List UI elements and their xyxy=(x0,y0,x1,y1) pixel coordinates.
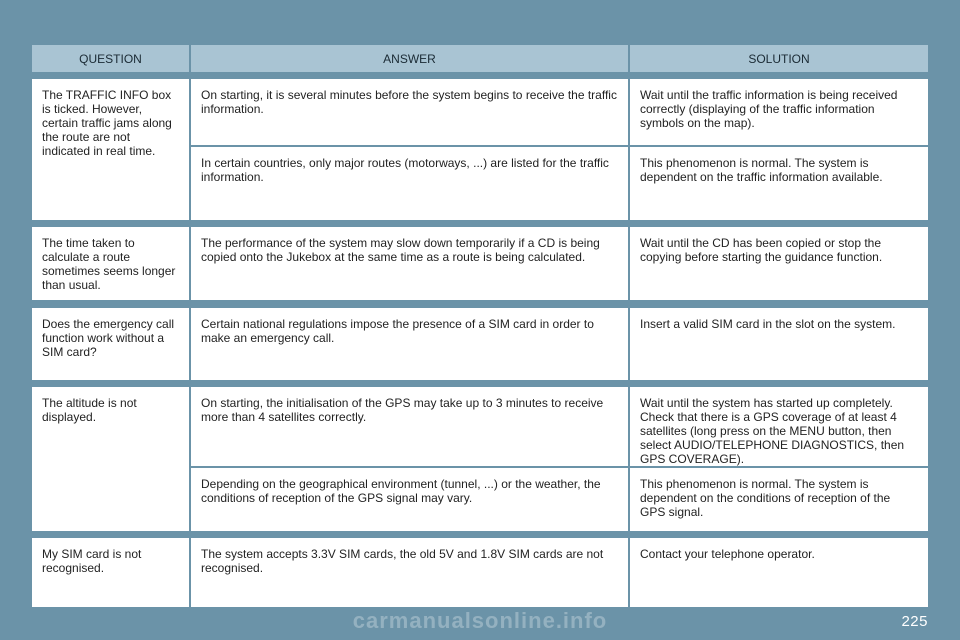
solution-cell: Wait until the system has started up completely. Check that there is a GPS coverage of at least 4 satellites (long press on the MENU button, then select AUDIO/TELEPHONE DIAGNOSTICS, then GPS COVERAGE). xyxy=(630,387,928,466)
question-cell: The time taken to calculate a route sometimes seems longer than usual. xyxy=(32,227,189,300)
solution-cell: Wait until the CD has been copied or stop the copying before starting the guidance function. xyxy=(630,227,928,300)
solution-cell: This phenomenon is normal. The system is dependent on the conditions of reception of the GPS signal. xyxy=(630,468,928,531)
question-cell: My SIM card is not recognised. xyxy=(32,538,189,607)
question-cell: Does the emergency call function work without a SIM card? xyxy=(32,308,189,380)
answer-cell: On starting, it is several minutes before the system begins to receive the traffic information. xyxy=(191,79,628,145)
answer-cell: The system accepts 3.3V SIM cards, the old 5V and 1.8V SIM cards are not recognised. xyxy=(191,538,628,607)
answer-cell: On starting, the initialisation of the GPS may take up to 3 minutes to receive more than 4 satellites correctly. xyxy=(191,387,628,466)
question-cell: The altitude is not displayed. xyxy=(32,387,189,531)
header-answer: ANSWER xyxy=(191,45,628,72)
answer-cell: Depending on the geographical environment (tunnel, ...) or the weather, the conditions of reception of the GPS signal may vary. xyxy=(191,468,628,531)
page-number: 225 xyxy=(901,613,928,630)
solution-cell: Wait until the traffic information is being received correctly (displaying of the traffic information symbols on the map). xyxy=(630,79,928,145)
answer-cell: The performance of the system may slow down temporarily if a CD is being copied onto the Jukebox at the same time as a route is being calculated. xyxy=(191,227,628,300)
question-cell: The TRAFFIC INFO box is ticked. However, certain traffic jams along the route are not indicated in real time. xyxy=(32,79,189,220)
solution-cell: This phenomenon is normal. The system is dependent on the traffic information available. xyxy=(630,147,928,220)
answer-cell: Certain national regulations impose the presence of a SIM card in order to make an emergency call. xyxy=(191,308,628,380)
answer-cell: In certain countries, only major routes (motorways, ...) are listed for the traffic information. xyxy=(191,147,628,220)
header-solution: SOLUTION xyxy=(630,45,928,72)
solution-cell: Insert a valid SIM card in the slot on the system. xyxy=(630,308,928,380)
watermark: carmanualsonline.info xyxy=(352,608,608,633)
solution-cell: Contact your telephone operator. xyxy=(630,538,928,607)
header-question: QUESTION xyxy=(32,45,189,72)
